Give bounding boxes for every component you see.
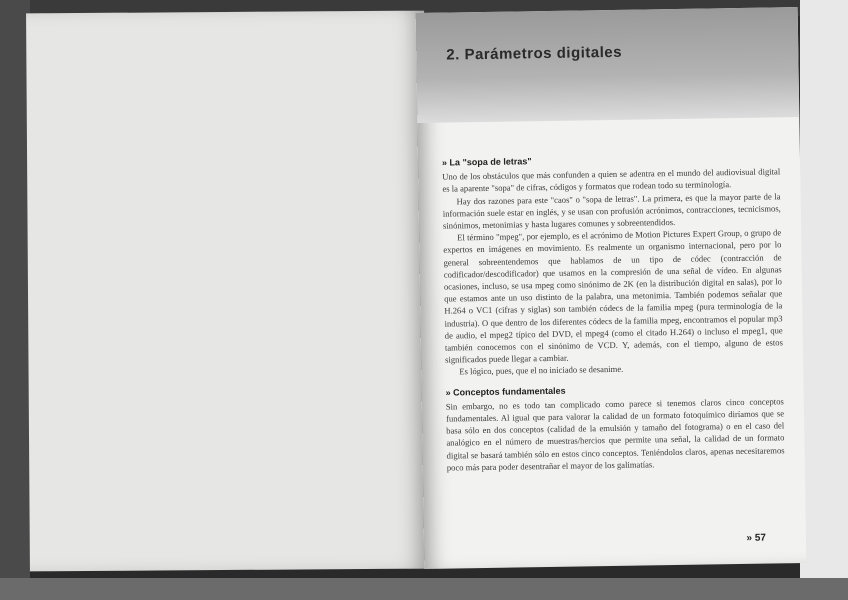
scan-backdrop-bottom — [0, 578, 848, 600]
paragraph: Uno de los obstáculos que más confunden a quien se adentra en el mundo del audiovisual digital es la aparente "sopa" de cifras, códigos y formatos que rodean todo su terminología. — [442, 166, 781, 195]
chapter-title: 2. Parámetros digitales — [446, 43, 623, 64]
left-page-blank — [26, 11, 428, 572]
paragraph: El término "mpeg", por ejemplo, es el acrónimo de Motion Pictures Expert Group, o grupo de expertos en imágenes en movimiento. Es realmente un organismo internacional, pero por lo general sobreentendemos que hablamos de un tipo de códec (contracción de codificador/descodificador) que usamos en la compresión de una señal de vídeo. En algunas ocasiones, incluso, se usa mpeg como sinónimo de 2K (en la distribución digital en salas), por lo que estamos ante un uso distinto de la palabra, una metonimia. También podemos señalar que H.264 o VC1 (cifras y siglas) son también códecs de la familia mpeg (pura terminología de la industria). O que dentro de los diferentes códecs de la familia mpeg, encontramos el popular mp3 de audio, el mpeg2 típico del DVD, el mpeg4 (como el citado H.264) o incluso el mpeg1, que también conocemos con el sinónimo de VCD. Y, además, con el tiempo, alguno de estos significados puede llegar a cambiar. — [443, 227, 783, 365]
page-body — [442, 147, 785, 473]
right-page — [416, 7, 807, 569]
section-heading-sopa-de-letras: » La "sopa de letras" — [441, 156, 532, 168]
page-number: » 57 — [746, 532, 767, 544]
scan-backdrop-left — [0, 0, 30, 600]
chapter-header-band — [416, 7, 800, 123]
paragraph: Sin embargo, no es todo tan complicado como parece si tenemos claros cinco conceptos fundamentales. Al igual que para valorar la calidad de un formato fotoquímico diríamos que se basa sólo en dos conceptos (calidad de la emulsión y tamaño del fotograma) o en el caso del analógico en el número de muestras/hercios que permite una señal, la calidad de un formato digital se basará también sólo en estos cinco conceptos. Teniéndolos claros, apenas necesitaremos poco más para poder desentrañar el mayor de los galimatías. — [445, 396, 785, 473]
scan-backdrop-right — [800, 0, 848, 600]
paragraph: Hay dos razones para este "caos" o "sopa de letras". La primera, es que la mayor parte de la información suele estar en inglés, y se usan con profusión acrónimos, contracciones, tecnicismos, sinónimos, metonimias y hasta lugares comunes y sobreentendidos. — [442, 190, 781, 231]
section-heading-conceptos-fundamentales: » Conceptos fundamentales — [445, 385, 566, 398]
paragraph: Es lógico, pues, que el no iniciado se desanime. — [459, 364, 624, 377]
